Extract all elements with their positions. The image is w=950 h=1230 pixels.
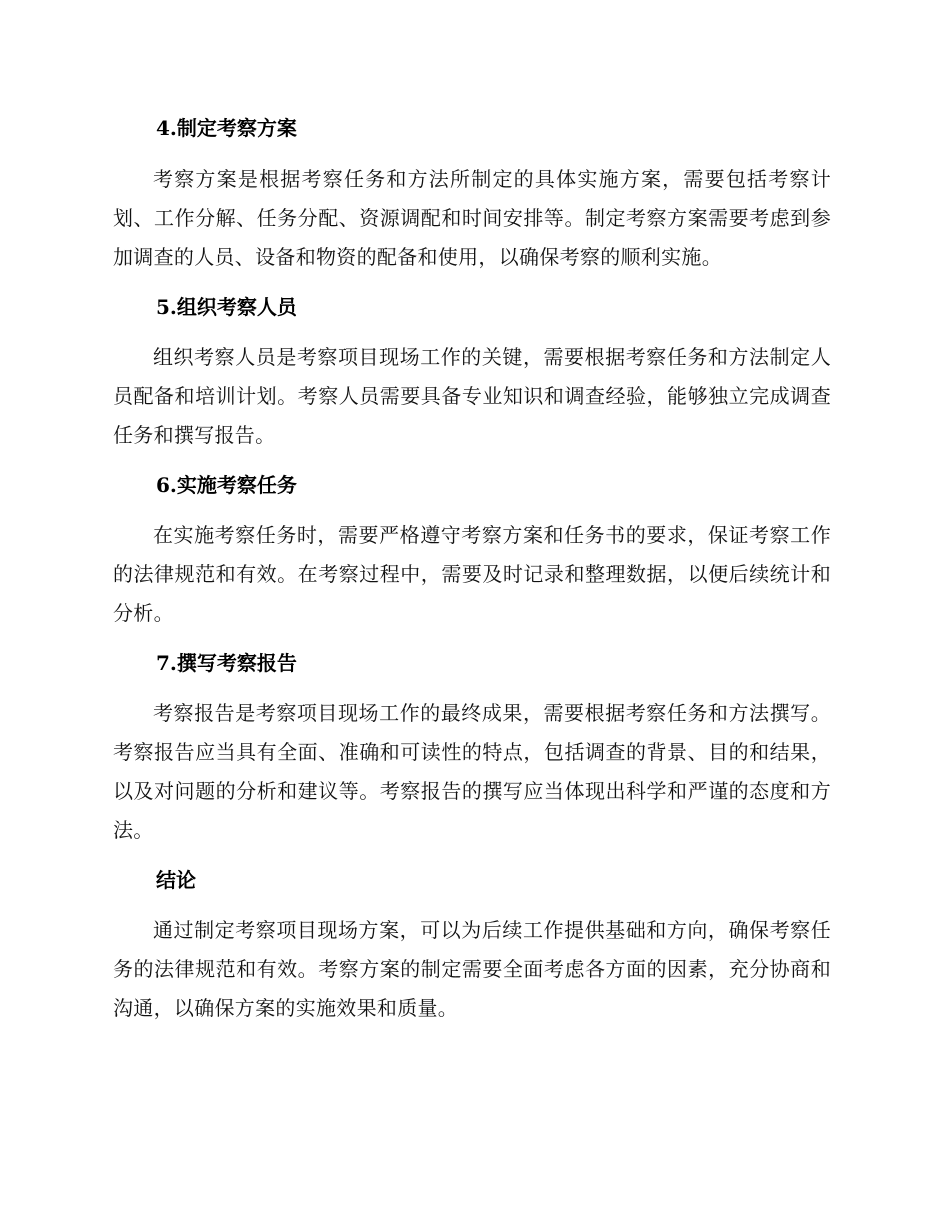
section-paragraph: 考察报告是考察项目现场工作的最终成果，需要根据考察任务和方法撰写。考察报告应当具有全面、准确和可读性的特点，包括调查的背景、目的和结果，以及对问题的分析和建议等。考察报告的撰写应当体现出科学和严谨的态度和方法。 xyxy=(113,701,831,842)
section-implement-tasks xyxy=(113,463,831,633)
section-heading: 7.撰写考察报告 xyxy=(156,651,297,675)
section-paragraph: 考察方案是根据考察任务和方法所制定的具体实施方案，需要包括考察计划、工作分解、任务分配、资源调配和时间安排等。制定考察方案需要考虑到参加调查的人员、设备和物资的配备和使用，以确保考察的顺利实施。 xyxy=(113,167,831,269)
section-paragraph: 通过制定考察项目现场方案，可以为后续工作提供基础和方向，确保考察任务的法律规范和有效。考察方案的制定需要全面考虑各方面的因素，充分协商和沟通，以确保方案的实施效果和质量。 xyxy=(113,918,831,1020)
section-heading: 5.组织考察人员 xyxy=(156,295,297,319)
section-paragraph: 组织考察人员是考察项目现场工作的关键，需要根据考察任务和方法制定人员配备和培训计划。考察人员需要具备专业知识和调查经验，能够独立完成调查任务和撰写报告。 xyxy=(113,345,831,447)
document-body xyxy=(113,106,831,1028)
section-make-plan xyxy=(113,106,831,277)
section-heading: 结论 xyxy=(156,868,196,892)
section-heading: 6.实施考察任务 xyxy=(156,473,297,497)
section-organize-staff xyxy=(113,285,831,455)
section-paragraph: 在实施考察任务时，需要严格遵守考察方案和任务书的要求，保证考察工作的法律规范和有效。在考察过程中，需要及时记录和整理数据，以便后续统计和分析。 xyxy=(113,523,831,625)
section-heading: 4.制定考察方案 xyxy=(156,116,297,140)
section-conclusion xyxy=(113,858,831,1028)
section-write-report xyxy=(113,641,831,850)
